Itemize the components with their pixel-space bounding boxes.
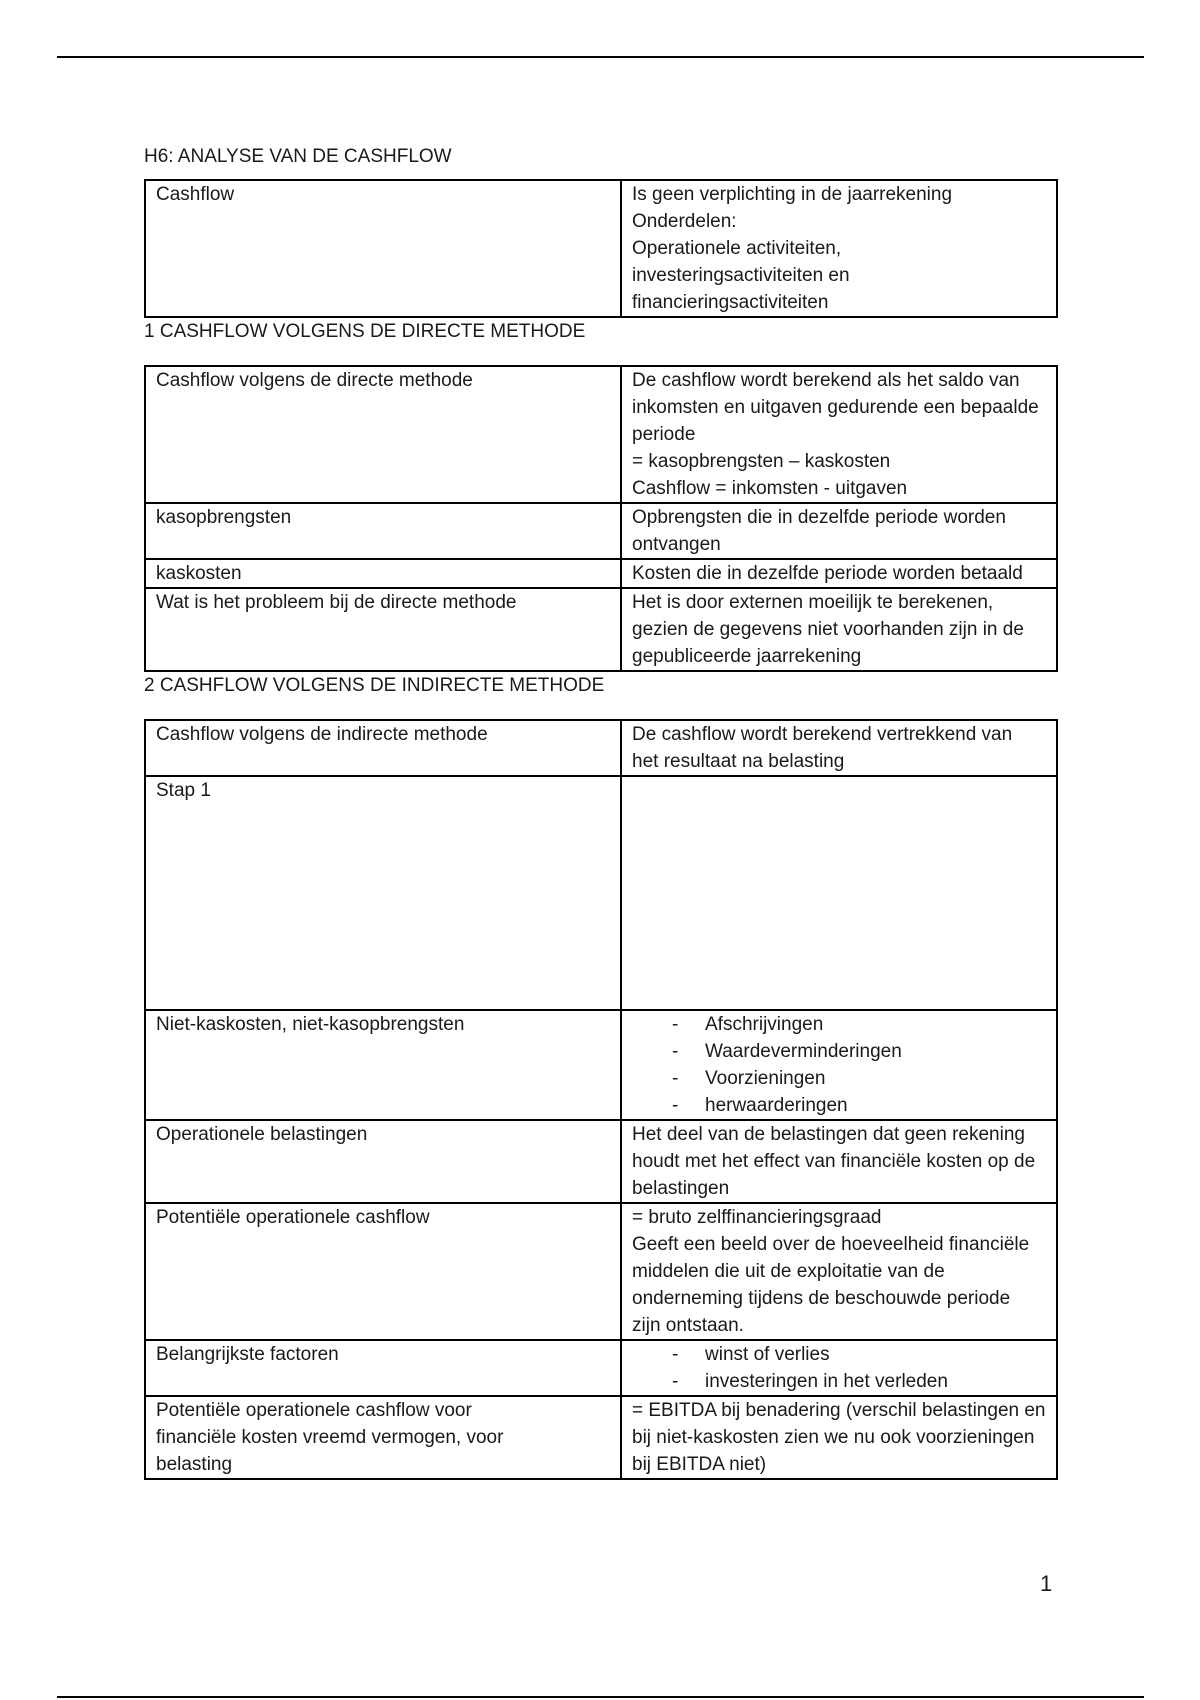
term-cell: kasopbrengsten xyxy=(145,503,621,559)
section-heading-direct: 1 CASHFLOW VOLGENS DE DIRECTE METHODE xyxy=(144,321,586,342)
term-cell: Belangrijkste factoren xyxy=(145,1340,621,1396)
definition-cell xyxy=(621,180,1057,317)
footer-rule xyxy=(57,1696,1144,1698)
definition-line: Onderdelen: xyxy=(632,211,737,232)
table-row xyxy=(145,776,1057,1010)
definition-line: belastingen xyxy=(632,1178,730,1199)
definition-cell xyxy=(621,1340,1057,1396)
definition-line: investeringsactiviteiten en xyxy=(632,265,850,286)
table-row xyxy=(145,503,1057,559)
definition-line: financieringsactiviteiten xyxy=(632,292,829,313)
definition-line: = kasopbrengsten – kaskosten xyxy=(632,451,891,472)
definition-cell xyxy=(621,720,1057,776)
list-item: - herwaarderingen xyxy=(672,1092,1046,1119)
page-number: 1 xyxy=(1040,1571,1053,1596)
table-row xyxy=(145,1396,1057,1479)
table-row xyxy=(145,1203,1057,1340)
definition-table-cashflow xyxy=(144,179,1058,318)
table-row xyxy=(145,1120,1057,1203)
table-row xyxy=(145,559,1057,588)
definition-line: Is geen verplichting in de jaarrekening xyxy=(632,184,953,205)
term-line: financiële kosten vreemd vermogen, voor xyxy=(156,1427,504,1448)
definition-cell xyxy=(621,1010,1057,1120)
definition-line: gezien de gegevens niet voorhanden zijn in de xyxy=(632,619,1024,640)
section-heading-indirect: 2 CASHFLOW VOLGENS DE INDIRECTE METHODE xyxy=(144,675,605,696)
list-item: - Voorzieningen xyxy=(672,1065,1046,1092)
list-item: - Afschrijvingen xyxy=(672,1011,1046,1038)
table-row xyxy=(145,1010,1057,1120)
definition-line: Opbrengsten die in dezelfde periode worden xyxy=(632,507,1006,528)
definition-line: onderneming tijdens de beschouwde periode xyxy=(632,1288,1011,1309)
term-cell xyxy=(145,1396,621,1479)
definition-line: Geeft een beeld over de hoeveelheid financiële xyxy=(632,1234,1030,1255)
definition-cell xyxy=(621,1396,1057,1479)
definition-line: Cashflow = inkomsten - uitgaven xyxy=(632,478,908,499)
definition-line: = EBITDA bij benadering (verschil belastingen en xyxy=(632,1400,1046,1421)
table-row xyxy=(145,588,1057,671)
definition-line: De cashflow wordt berekend vertrekkend van xyxy=(632,724,1013,745)
definition-line: De cashflow wordt berekend als het saldo van xyxy=(632,370,1020,391)
table-row xyxy=(145,1340,1057,1396)
term-line: Potentiële operationele cashflow voor xyxy=(156,1400,472,1421)
definition-line: houdt met het effect van financiële kosten op de xyxy=(632,1151,1036,1172)
term-cell: Wat is het probleem bij de directe methode xyxy=(145,588,621,671)
table-row xyxy=(145,366,1057,503)
list-item: - Waardeverminderingen xyxy=(672,1038,1046,1065)
definition-cell xyxy=(621,1120,1057,1203)
term-cell: Cashflow xyxy=(145,180,621,317)
definition-line: = bruto zelffinancieringsgraad xyxy=(632,1207,882,1228)
definition-line: Kosten die in dezelfde periode worden betaald xyxy=(632,563,1023,584)
list-item: - winst of verlies xyxy=(672,1341,1046,1368)
term-cell: Stap 1 xyxy=(145,776,621,1010)
definition-cell xyxy=(621,588,1057,671)
definition-table-direct xyxy=(144,365,1058,672)
definition-line: middelen die uit de exploitatie van de xyxy=(632,1261,945,1282)
definition-line: gepubliceerde jaarrekening xyxy=(632,646,862,667)
definition-line: zijn ontstaan. xyxy=(632,1315,744,1336)
definition-line: periode xyxy=(632,424,696,445)
definition-line: ontvangen xyxy=(632,534,721,555)
definition-line: Operationele activiteiten, xyxy=(632,238,842,259)
term-cell: Cashflow volgens de indirecte methode xyxy=(145,720,621,776)
term-cell: Potentiële operationele cashflow xyxy=(145,1203,621,1340)
definition-table-indirect xyxy=(144,719,1058,1480)
definition-line: bij niet-kaskosten zien we nu ook voorzieningen xyxy=(632,1427,1035,1448)
definition-cell-empty xyxy=(621,776,1057,1010)
term-cell: Niet-kaskosten, niet-kasopbrengsten xyxy=(145,1010,621,1120)
table-row xyxy=(145,720,1057,776)
term-line: belasting xyxy=(156,1454,233,1475)
dash-list xyxy=(632,1341,1046,1395)
definition-line: Het deel van de belastingen dat geen rekening xyxy=(632,1124,1025,1145)
list-item: - investeringen in het verleden xyxy=(672,1368,1046,1395)
term-cell: kaskosten xyxy=(145,559,621,588)
definition-cell xyxy=(621,366,1057,503)
document-body xyxy=(144,143,1058,1480)
definition-cell xyxy=(621,503,1057,559)
page-title: H6: ANALYSE VAN DE CASHFLOW xyxy=(144,146,452,167)
header-rule xyxy=(57,56,1144,58)
term-cell: Operationele belastingen xyxy=(145,1120,621,1203)
definition-line: bij EBITDA niet) xyxy=(632,1454,767,1475)
dash-list xyxy=(632,1011,1046,1119)
definition-line: Het is door externen moeilijk te berekenen, xyxy=(632,592,994,613)
definition-line: het resultaat na belasting xyxy=(632,751,845,772)
definition-cell xyxy=(621,1203,1057,1340)
term-cell: Cashflow volgens de directe methode xyxy=(145,366,621,503)
definition-cell xyxy=(621,559,1057,588)
definition-line: inkomsten en uitgaven gedurende een bepaalde xyxy=(632,397,1039,418)
table-row xyxy=(145,180,1057,317)
